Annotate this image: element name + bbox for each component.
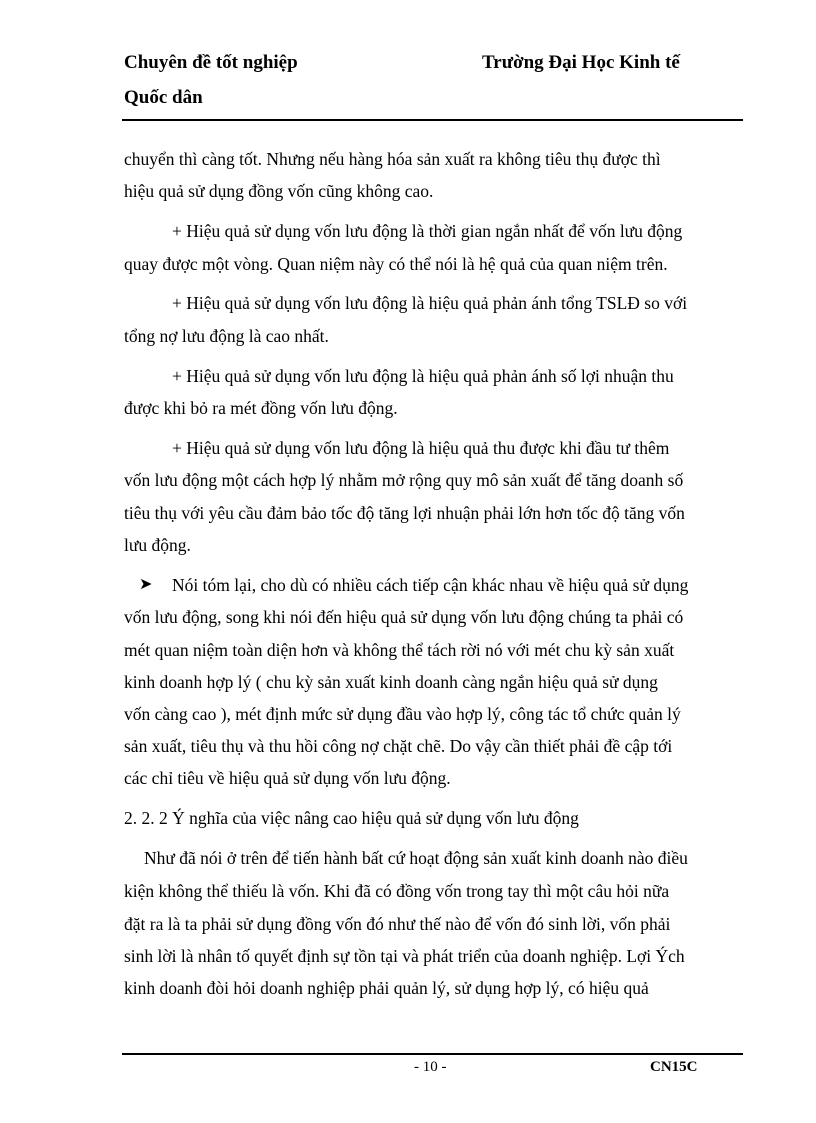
body-line: quay được một vòng. Quan niệm này có thể nói là hệ quả của quan niệm trên. [124,254,668,274]
body-line: Như đã nói ở trên để tiến hành bất cứ hoạt động sản xuất kinh doanh nào điều [144,848,688,868]
body-line: lưu động. [124,535,191,555]
body-line: + Hiệu quả sử dụng vốn lưu động là hiệu quả phản ánh tổng TSLĐ so với [172,293,688,313]
header-left-title: Chuyên đề tốt nghiệp [124,52,298,73]
body-line: Nói tóm lại, cho dù có nhiều cách tiếp cận khác nhau về hiệu quả sử dụng [172,575,689,595]
body-line: tiêu thụ với yêu cầu đảm bảo tốc độ tăng lợi nhuận phải lớn hơn tốc độ tăng vốn [124,503,685,523]
body-line: sinh lời là nhân tố quyết định sự tồn tại và phát triển của doanh nghiệp. Lợi Ých [124,946,685,966]
body-line: mét quan niệm toàn diện hơn và không thể tách rời nó với mét chu kỳ sản xuất [124,640,675,660]
body-line: kiện không thể thiếu là vốn. Khi đã có đồng vốn trong tay thì một câu hỏi nữa [124,881,670,901]
body-line: + Hiệu quả sử dụng vốn lưu động là thời gian ngắn nhất để vốn lưu động [172,221,683,241]
body-line: chuyển thì càng tốt. Nhưng nếu hàng hóa sản xuất ra không tiêu thụ được thì [124,149,661,169]
document-code: CN15C [650,1059,698,1075]
body-line: vốn lưu động, song khi nói đến hiệu quả sử dụng vốn lưu động chúng ta phải có [124,607,684,627]
body-line: đặt ra là ta phải sử dụng đồng vốn đó như thế nào để vốn đó sinh lời, vốn phải [124,914,671,934]
body-line: được khi bỏ ra mét đồng vốn lưu động. [124,398,398,418]
body-line: sản xuất, tiêu thụ và thu hồi công nợ chặt chẽ. Do vậy cần thiết phải đề cập tới [124,736,673,756]
body-line: các chỉ tiêu về hiệu quả sử dụng vốn lưu động. [124,768,451,788]
header-right-title: Trường Đại Học Kinh tế [482,52,680,73]
page-number: - 10 - [414,1059,447,1075]
header-divider [122,119,743,121]
body-line: vốn càng cao ), mét định mức sử dụng đầu vào hợp lý, công tác tổ chức quản lý [124,704,681,724]
body-line: kinh doanh đòi hỏi doanh nghiệp phải quản lý, sử dụng hợp lý, có hiệu quả [124,978,649,998]
footer-divider [122,1053,743,1055]
body-line: hiệu quả sử dụng đồng vốn cũng không cao. [124,181,434,201]
body-line: vốn lưu động một cách hợp lý nhằm mở rộng quy mô sản xuất để tăng doanh số [124,470,684,490]
header-left-subtitle: Quốc dân [124,87,203,108]
body-line: kinh doanh hợp lý ( chu kỳ sản xuất kinh doanh càng ngắn hiệu quả sử dụng [124,672,658,692]
body-line: tổng nợ lưu động là cao nhất. [124,326,329,346]
section-heading: 2. 2. 2 Ý nghĩa của việc nâng cao hiệu quả sử dụng vốn lưu động [124,808,579,828]
body-line: + Hiệu quả sử dụng vốn lưu động là hiệu quả thu được khi đầu tư thêm [172,438,670,458]
body-line: + Hiệu quả sử dụng vốn lưu động là hiệu quả phản ánh số lợi nhuận thu [172,366,674,386]
arrow-bullet-icon: ➤ [139,576,153,593]
